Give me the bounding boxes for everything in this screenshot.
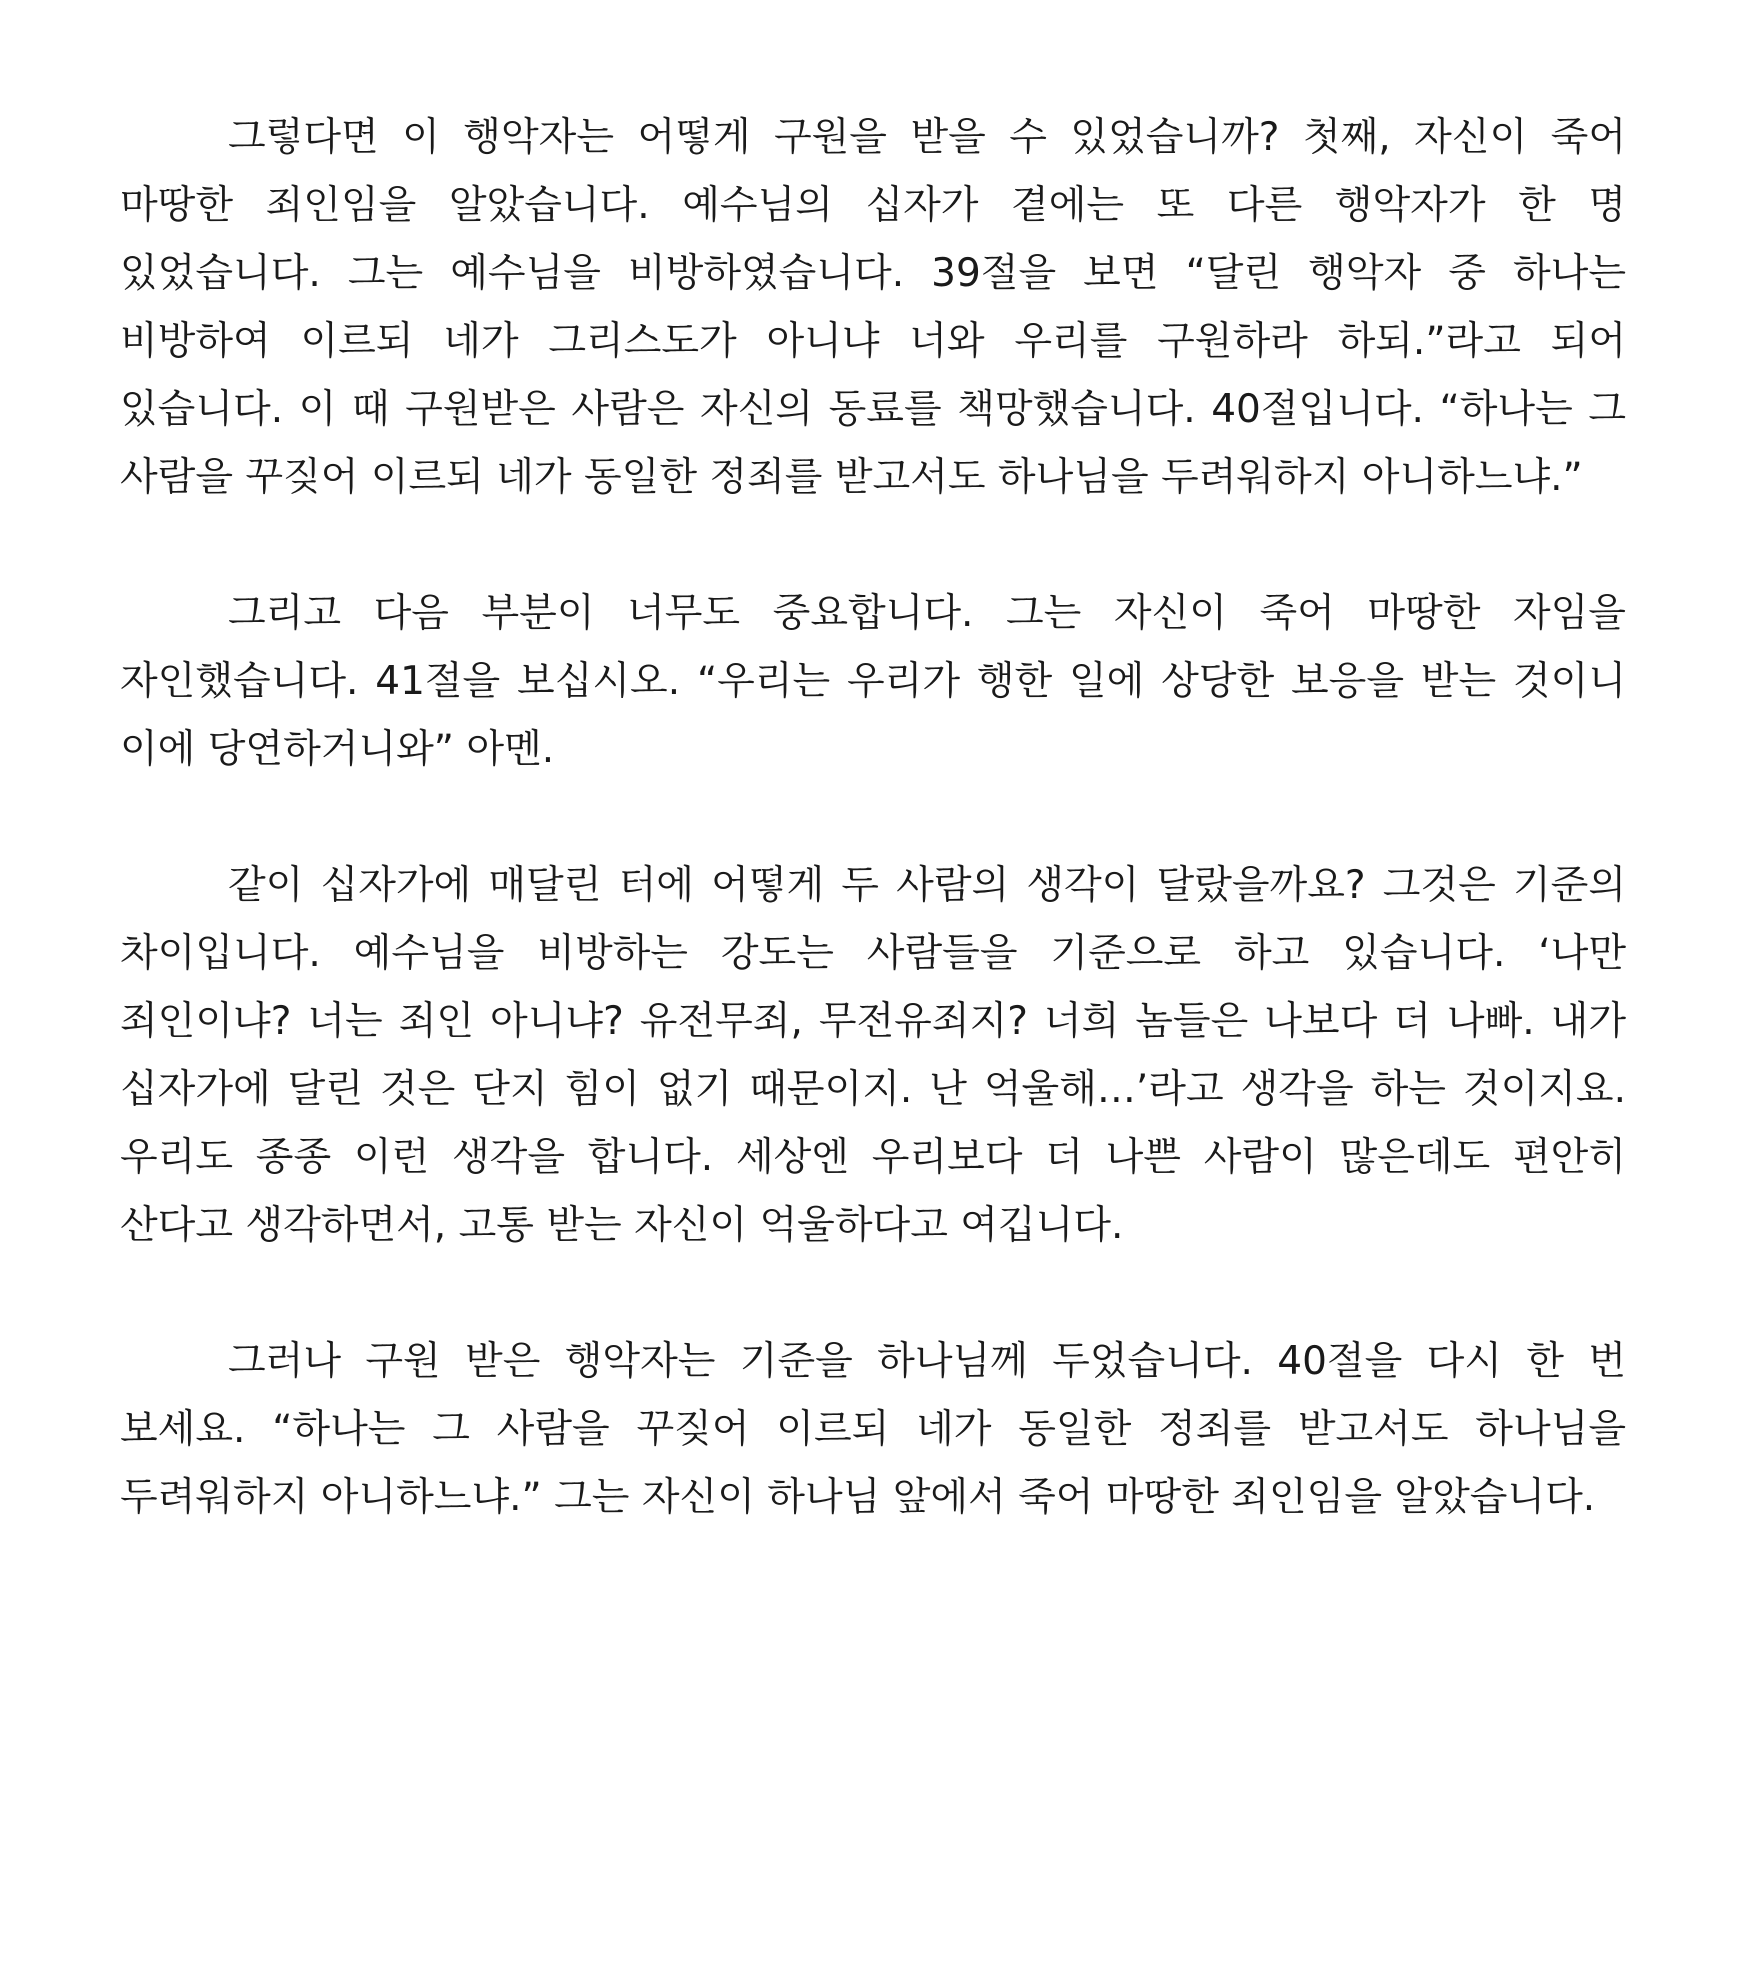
paragraph-2: 그리고 다음 부분이 너무도 중요합니다. 그는 자신이 죽어 마땅한 자임을 자인했습니다. 41절을 보십시오. “우리는 우리가 행한 일에 상당한 보응을 받는 것이니 이에 당연하거니와” 아멘. bbox=[120, 591, 1626, 772]
paragraph-4: 그러나 구원 받은 행악자는 기준을 하나님께 두었습니다. 40절을 다시 한 번 보세요. “하나는 그 사람을 꾸짖어 이르되 네가 동일한 정죄를 받고서도 하나님을 두려워하지 아니하느냐.” 그는 자신이 하나님 앞에서 죽어 마땅한 죄인임을 알았습니다. bbox=[120, 1339, 1626, 1520]
paragraph-3: 같이 십자가에 매달린 터에 어떻게 두 사람의 생각이 달랐을까요? 그것은 기준의 차이입니다. 예수님을 비방하는 강도는 사람들을 기준으로 하고 있습니다. ‘나만 죄인이냐? 너는 죄인 아니냐? 유전무죄, 무전유죄지? 너희 놈들은 나보다 더 나빠. 내가 십자가에 달린 것은 단지 힘이 없기 때문이지. 난 억울해…’라고 생각을 하는 것이지요. 우리도 종종 이런 생각을 합니다. 세상엔 우리보다 더 나쁜 사람이 많은데도 편안히 산다고 생각하면서, 고통 받는 자신이 억울하다고 여깁니다. bbox=[120, 863, 1626, 1248]
body-text bbox=[120, 104, 1626, 1532]
paragraph-1: 그렇다면 이 행악자는 어떻게 구원을 받을 수 있었습니까? 첫째, 자신이 죽어 마땅한 죄인임을 알았습니다. 예수님의 십자가 곁에는 또 다른 행악자가 한 명 있었습니다. 그는 예수님을 비방하였습니다. 39절을 보면 “달린 행악자 중 하나는 비방하여 이르되 네가 그리스도가 아니냐 너와 우리를 구원하라 하되.”라고 되어 있습니다. 이 때 구원받은 사람은 자신의 동료를 책망했습니다. 40절입니다. “하나는 그 사람을 꾸짖어 이르되 네가 동일한 정죄를 받고서도 하나님을 두려워하지 아니하느냐.” bbox=[120, 115, 1626, 500]
